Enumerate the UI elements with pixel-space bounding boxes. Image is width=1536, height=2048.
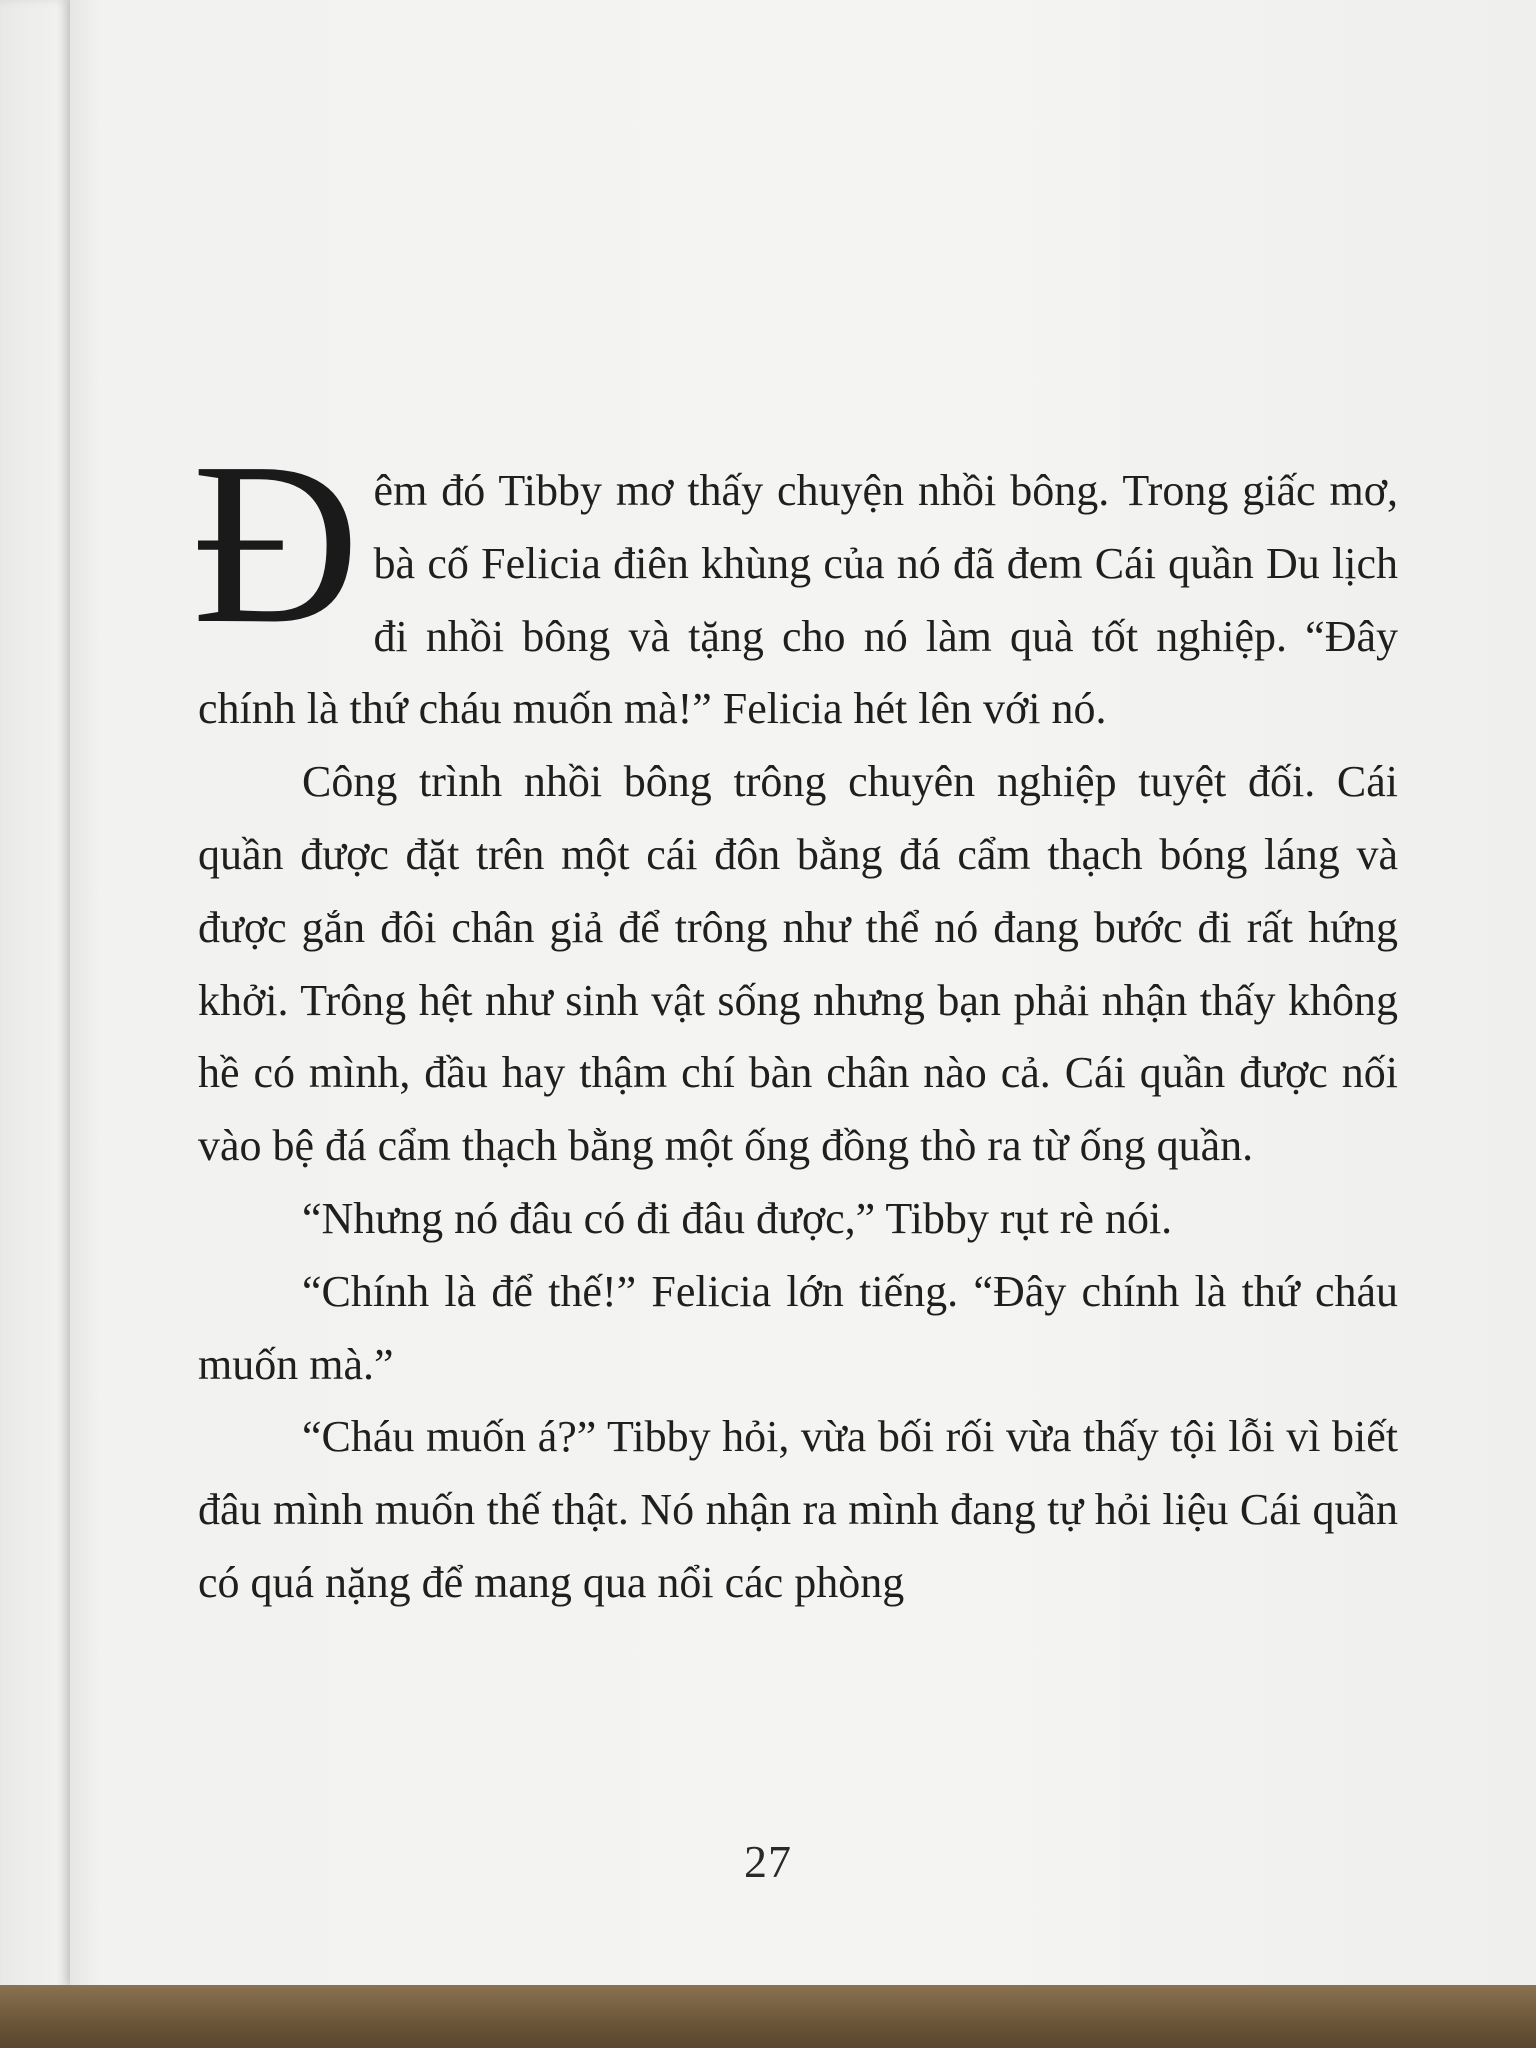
page-number: 27 <box>744 1836 792 1887</box>
paragraph-4: “Chính là để thế!” Felicia lớn tiếng. “Đây chính là thứ cháu muốn mà.” <box>198 1266 1398 1389</box>
paragraph-2: Công trình nhồi bông trông chuyên nghiệp tuyệt đối. Cái quần được đặt trên một cái đôn bằng đá cẩm thạch bóng láng và được gắn đôi chân giả để trông như thể nó đang bước đi rất hứng khởi. Trông hệt như sinh vật sống nhưng bạn phải nhận thấy không hề có mình, đầu hay thậm chí bàn chân nào cả. Cái quần được nối vào bệ đá cẩm thạch bằng một ống đồng thò ra từ ống quần. <box>198 757 1398 1171</box>
table-surface <box>0 1985 1536 2048</box>
paragraph-3: “Nhưng nó đâu có đi đâu được,” Tibby rụt rè nói. <box>302 1193 1173 1243</box>
paragraph-1-text: êm đó Tibby mơ thấy chuyện nhồi bông. Trong giấc mơ, bà cố Felicia điên khùng của nó đã đem Cái quần Du lịch đi nhồi bông và tặng cho nó làm quà tốt nghiệp. “Đây chính là thứ cháu muốn mà!” Felicia hét lên với nó. <box>198 466 1398 734</box>
paragraph-1 <box>192 415 1398 746</box>
body-text <box>192 415 1398 1620</box>
paragraph-5: “Cháu muốn á?” Tibby hỏi, vừa bối rối vừa thấy tội lỗi vì biết đâu mình muốn thế thật. Nó nhận ra mình đang tự hỏi liệu Cái quần có quá nặng để mang qua nổi các phòng <box>198 1412 1398 1607</box>
drop-cap: Đ <box>192 415 360 672</box>
facing-page-edge <box>0 0 80 2048</box>
